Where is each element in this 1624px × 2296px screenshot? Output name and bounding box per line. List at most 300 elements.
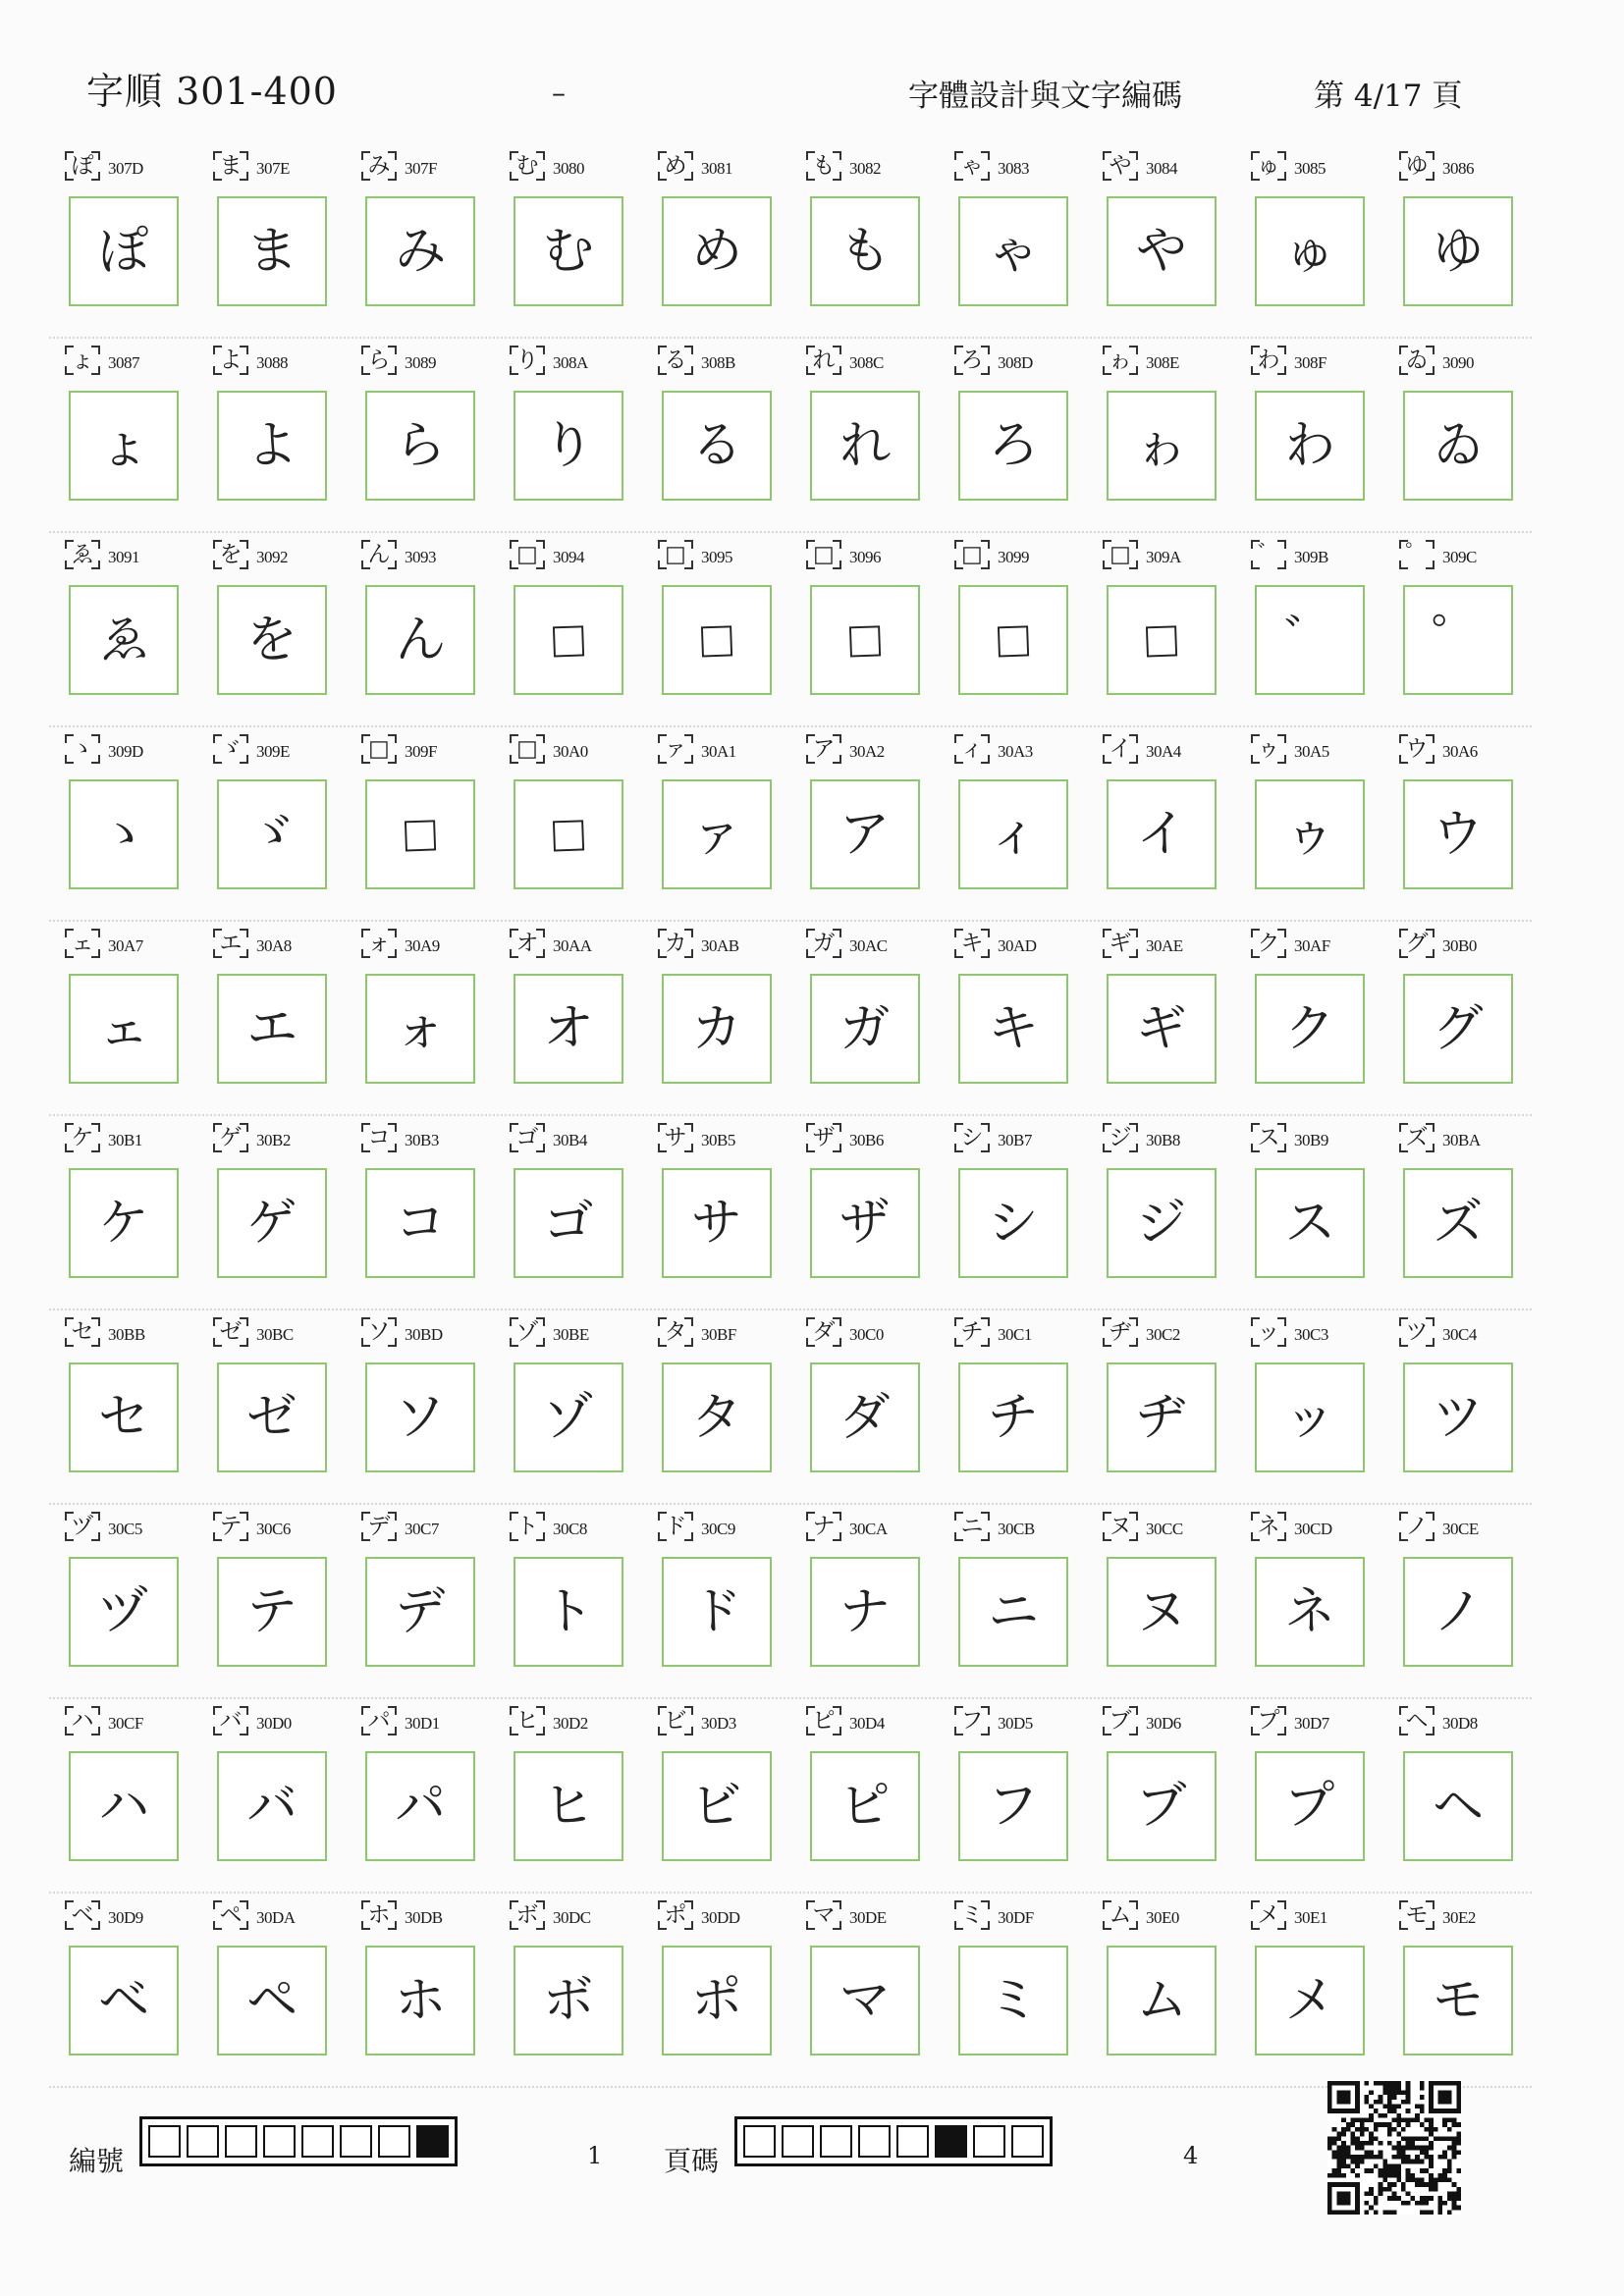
page-code-checkbox-group [734, 2116, 1053, 2166]
handwriting-box [514, 1751, 623, 1861]
handwritten-glyph: ゃ [986, 221, 1041, 282]
handwritten-glyph: ぽ [96, 221, 151, 282]
unicode-code: 3083 [998, 159, 1029, 178]
glyph-row [59, 536, 1522, 730]
handwriting-box [1107, 1946, 1217, 2056]
reference-glyph: め [664, 153, 687, 179]
page-mark-square [858, 2125, 891, 2158]
unicode-code: 30BA [1442, 1131, 1481, 1149]
handwritten-glyph: シ [986, 1193, 1041, 1254]
glyph-cell [948, 1896, 1096, 2083]
unicode-code: 30E2 [1442, 1908, 1476, 1927]
unicode-code: 30C7 [405, 1520, 439, 1538]
unicode-code: 30BF [701, 1325, 736, 1344]
reference-glyph-frame [213, 540, 248, 569]
reference-glyph: ヂ [1109, 1319, 1132, 1345]
handwritten-glyph: プ [1282, 1776, 1337, 1837]
reference-glyph-frame [1399, 151, 1435, 181]
handwriting-box [69, 1557, 179, 1667]
handwritten-glyph: ゲ [244, 1193, 299, 1254]
handwriting-box [1107, 779, 1217, 889]
reference-glyph-frame [213, 1900, 248, 1930]
unicode-code: 30B5 [701, 1131, 735, 1149]
reference-glyph-frame [1251, 1706, 1286, 1735]
handwriting-box [1255, 1362, 1365, 1472]
handwritten-glyph: キ [986, 998, 1041, 1059]
reference-glyph-frame [806, 1123, 841, 1152]
handwritten-glyph: マ [838, 1970, 893, 2031]
glyph-cell [59, 342, 206, 528]
handwritten-glyph: タ [689, 1387, 744, 1448]
unicode-code: 30E1 [1294, 1908, 1327, 1927]
reference-glyph-frame [954, 346, 990, 375]
handwriting-box [662, 974, 772, 1084]
glyph-cell [1245, 536, 1392, 722]
unicode-code: 3092 [256, 548, 288, 566]
handwriting-box [365, 1751, 475, 1861]
reference-glyph-frame [806, 151, 841, 181]
glyph-row [59, 1896, 1522, 2091]
unicode-code: 30C1 [998, 1325, 1032, 1344]
reference-glyph-frame [658, 540, 693, 569]
glyph-cell [1097, 1119, 1244, 1306]
handwriting-box [365, 1362, 475, 1472]
unicode-code: 30BC [256, 1325, 294, 1344]
unicode-code: 30AD [998, 936, 1037, 955]
glyph-cell [652, 1119, 799, 1306]
unicode-code: 30DB [405, 1908, 443, 1927]
project-name: 字體設計與文字編碼 [908, 79, 1182, 114]
reference-glyph: テ [219, 1514, 243, 1539]
glyph-cell [1245, 1702, 1392, 1889]
unicode-code: 308E [1146, 353, 1179, 372]
unicode-code: 3080 [553, 159, 584, 178]
reference-glyph-frame [1399, 1123, 1435, 1152]
handwritten-glyph: ヒ [541, 1776, 596, 1837]
reference-glyph: ょ [71, 347, 94, 373]
reference-glyph-frame [1103, 151, 1138, 181]
glyph-cell [800, 925, 947, 1111]
handwritten-glyph: ゥ [1282, 804, 1337, 865]
reference-glyph-frame [1103, 929, 1138, 958]
glyph-cell [652, 1702, 799, 1889]
handwriting-box [1107, 1751, 1217, 1861]
handwriting-box [1403, 1946, 1513, 2056]
handwritten-glyph: み [393, 221, 448, 282]
reference-glyph: ス [1257, 1125, 1280, 1150]
glyph-cell [652, 925, 799, 1111]
handwriting-box [1255, 974, 1365, 1084]
reference-glyph-frame [1399, 734, 1435, 764]
reference-glyph: ド [664, 1514, 687, 1539]
unicode-code: 3094 [553, 548, 584, 566]
unicode-code: 309B [1294, 548, 1328, 566]
handwritten-glyph: れ [838, 415, 893, 476]
handwritten-glyph: ム [1134, 1970, 1189, 2031]
glyph-cell [207, 147, 354, 334]
reference-glyph: ム [1109, 1902, 1132, 1928]
reference-glyph: ナ [812, 1514, 836, 1539]
serial-checkbox-group [139, 2116, 458, 2166]
reference-glyph-frame [65, 540, 100, 569]
unicode-code: 30CE [1442, 1520, 1479, 1538]
reference-glyph-frame [510, 1123, 545, 1152]
reference-glyph-frame [1251, 929, 1286, 958]
unicode-code: 30A8 [256, 936, 292, 955]
handwritten-glyph: も [838, 221, 893, 282]
glyph-cell [504, 730, 651, 917]
unicode-code: 30BE [553, 1325, 589, 1344]
reference-glyph-frame [510, 1706, 545, 1735]
handwritten-glyph: ろ [986, 415, 1041, 476]
reference-glyph-frame [954, 540, 990, 569]
reference-glyph-frame [954, 1706, 990, 1735]
reference-glyph-frame [361, 1317, 397, 1347]
handwriting-box [810, 585, 920, 695]
handwritten-glyph: ナ [838, 1581, 893, 1642]
page-code-value: 4 [1183, 2142, 1199, 2169]
reference-glyph: シ [960, 1125, 984, 1150]
handwritten-glyph: ゑ [96, 610, 151, 670]
handwriting-box [69, 585, 179, 695]
unicode-code: 309D [108, 742, 143, 761]
reference-glyph-frame [65, 1900, 100, 1930]
glyph-cell [207, 1313, 354, 1500]
glyph-cell [800, 1119, 947, 1306]
unicode-code: 30CF [108, 1714, 143, 1733]
handwriting-box [1107, 974, 1217, 1084]
reference-glyph: フ [960, 1708, 984, 1734]
unicode-code: 30C8 [553, 1520, 587, 1538]
handwritten-glyph: ポ [689, 1970, 744, 2031]
unicode-code: 307F [405, 159, 437, 178]
reference-glyph-frame [954, 1512, 990, 1541]
unicode-code: 30DF [998, 1908, 1034, 1927]
reference-glyph: ホ [367, 1902, 391, 1928]
glyph-cell [59, 925, 206, 1111]
handwriting-box [810, 779, 920, 889]
reference-glyph-frame [361, 929, 397, 958]
unicode-code: 30DE [849, 1908, 887, 1927]
reference-glyph: ゐ [1405, 347, 1429, 373]
handwriting-box [1255, 1557, 1365, 1667]
serial-value: 1 [587, 2142, 603, 2169]
handwritten-glyph: ヂ [1134, 1387, 1189, 1448]
reference-glyph-frame [1103, 346, 1138, 375]
handwritten-glyph: チ [986, 1387, 1041, 1448]
handwritten-glyph: ビ [689, 1776, 744, 1837]
reference-glyph-frame [510, 1512, 545, 1541]
handwritten-glyph: バ [244, 1776, 299, 1837]
unicode-code: 30B6 [849, 1131, 884, 1149]
reference-glyph: ま [219, 153, 243, 179]
unicode-code: 3085 [1294, 159, 1326, 178]
handwritten-glyph: ゝ [96, 804, 151, 865]
reference-glyph: ん [367, 542, 391, 567]
glyph-cell [1097, 1313, 1244, 1500]
handwritten-glyph: ま [244, 221, 299, 282]
handwriting-box [514, 779, 623, 889]
unicode-code: 30A1 [701, 742, 736, 761]
handwritten-glyph: ょ [96, 415, 151, 476]
glyph-cell [355, 342, 503, 528]
handwritten-glyph: ん [393, 610, 448, 670]
handwriting-box [662, 779, 772, 889]
reference-glyph: マ [812, 1902, 836, 1928]
page-mark-square [782, 2125, 814, 2158]
handwriting-box [1403, 1751, 1513, 1861]
unicode-code: 308D [998, 353, 1033, 372]
unicode-code: 30AF [1294, 936, 1330, 955]
reference-glyph-frame [361, 1706, 397, 1735]
reference-glyph: わ [1257, 347, 1280, 373]
reference-glyph: ウ [1405, 736, 1429, 762]
serial-mark-square [378, 2125, 410, 2158]
glyph-cell [1245, 1119, 1392, 1306]
unicode-code: 3089 [405, 353, 436, 372]
reference-glyph-frame [361, 151, 397, 181]
glyph-cell [652, 147, 799, 334]
handwriting-box [662, 1557, 772, 1667]
glyph-cell [355, 1702, 503, 1889]
handwriting-box [1107, 1557, 1217, 1667]
glyph-cell [59, 1702, 206, 1889]
glyph-cell [1245, 1313, 1392, 1500]
reference-glyph: ミ [960, 1902, 984, 1928]
handwritten-glyph: □ [552, 610, 585, 670]
handwritten-glyph: ジ [1134, 1193, 1189, 1254]
glyph-cell [355, 1508, 503, 1694]
handwriting-box [958, 1168, 1068, 1278]
glyph-cell [1245, 925, 1392, 1111]
reference-glyph-frame [1251, 151, 1286, 181]
handwritten-glyph: ピ [838, 1776, 893, 1837]
handwritten-glyph: パ [393, 1776, 448, 1837]
unicode-code: 30C4 [1442, 1325, 1477, 1344]
unicode-code: 30C5 [108, 1520, 142, 1538]
handwriting-box [810, 974, 920, 1084]
glyph-cell [1097, 1896, 1244, 2083]
glyph-cell [504, 1702, 651, 1889]
glyph-cell [355, 1119, 503, 1306]
handwriting-box [1255, 391, 1365, 501]
handwritten-glyph: ネ [1282, 1581, 1337, 1642]
reference-glyph: ノ [1405, 1514, 1429, 1539]
glyph-cell [207, 730, 354, 917]
unicode-code: 30B0 [1442, 936, 1477, 955]
reference-glyph-frame [658, 1900, 693, 1930]
handwritten-glyph: ゆ [1431, 221, 1486, 282]
reference-glyph: ズ [1405, 1125, 1429, 1150]
handwriting-box [1255, 1946, 1365, 2056]
unicode-code: 30B7 [998, 1131, 1032, 1149]
handwritten-glyph: ブ [1134, 1776, 1189, 1837]
serial-mark-square [301, 2125, 334, 2158]
glyph-cell [948, 1508, 1096, 1694]
reference-glyph: □ [665, 542, 686, 567]
glyph-cell [355, 730, 503, 917]
handwriting-box [365, 391, 475, 501]
reference-glyph: ヅ [71, 1514, 94, 1539]
reference-glyph: メ [1257, 1902, 1280, 1928]
reference-glyph: ジ [1109, 1125, 1132, 1150]
handwritten-glyph: む [541, 221, 596, 282]
reference-glyph-frame [510, 540, 545, 569]
glyph-cell [652, 342, 799, 528]
reference-glyph: ゼ [219, 1319, 243, 1345]
reference-glyph: り [515, 347, 539, 373]
reference-glyph: ら [367, 347, 391, 373]
unicode-code: 30DA [256, 1908, 296, 1927]
handwritten-glyph: ゛ [1282, 610, 1337, 670]
handwritten-glyph: ヘ [1431, 1776, 1486, 1837]
handwriting-box [1403, 1168, 1513, 1278]
reference-glyph-frame [1399, 1900, 1435, 1930]
handwriting-box [217, 1168, 327, 1278]
reference-glyph: ゛ [1257, 542, 1280, 567]
handwriting-box [69, 974, 179, 1084]
reference-glyph: サ [664, 1125, 687, 1150]
reference-glyph-frame [806, 1900, 841, 1930]
handwriting-box [1255, 585, 1365, 695]
reference-glyph: □ [516, 542, 538, 567]
handwriting-box [958, 779, 1068, 889]
reference-glyph-frame [510, 734, 545, 764]
reference-glyph: イ [1109, 736, 1132, 762]
glyph-cell [504, 1119, 651, 1306]
handwriting-box [1403, 974, 1513, 1084]
unicode-code: 30AA [553, 936, 592, 955]
serial-mark-square [187, 2125, 219, 2158]
reference-glyph: る [664, 347, 687, 373]
reference-glyph: □ [961, 542, 983, 567]
reference-glyph-frame [361, 1123, 397, 1152]
reference-glyph-frame [510, 346, 545, 375]
handwritten-glyph: ス [1282, 1193, 1337, 1254]
glyph-cell [1097, 730, 1244, 917]
handwritten-glyph: □ [700, 610, 733, 670]
reference-glyph-frame [213, 929, 248, 958]
unicode-code: 309A [1146, 548, 1181, 566]
reference-glyph-frame [954, 1123, 990, 1152]
reference-glyph-frame [658, 151, 693, 181]
unicode-code: 307E [256, 159, 290, 178]
handwritten-glyph: ヌ [1134, 1581, 1189, 1642]
handwritten-glyph: デ [393, 1581, 448, 1642]
unicode-code: 30AC [849, 936, 888, 955]
reference-glyph: ダ [812, 1319, 836, 1345]
unicode-code: 30A2 [849, 742, 885, 761]
handwriting-box [1255, 1168, 1365, 1278]
reference-glyph: ト [515, 1514, 539, 1539]
reference-glyph-frame [213, 1512, 248, 1541]
handwritten-glyph: カ [689, 998, 744, 1059]
handwritten-glyph: コ [393, 1193, 448, 1254]
reference-glyph-frame [1103, 1123, 1138, 1152]
handwritten-glyph: フ [986, 1776, 1041, 1837]
unicode-code: 3082 [849, 159, 881, 178]
reference-glyph: も [812, 153, 836, 179]
unicode-code: 30D7 [1294, 1714, 1329, 1733]
reference-glyph-frame [658, 1317, 693, 1347]
reference-glyph: ゑ [71, 542, 94, 567]
handwritten-glyph: メ [1282, 1970, 1337, 2031]
unicode-code: 3099 [998, 548, 1029, 566]
reference-glyph: ネ [1257, 1514, 1280, 1539]
reference-glyph-frame [1251, 1512, 1286, 1541]
glyph-cell [1245, 730, 1392, 917]
unicode-code: 3096 [849, 548, 881, 566]
handwriting-box [69, 779, 179, 889]
handwriting-box [958, 1557, 1068, 1667]
handwriting-box [217, 585, 327, 695]
glyph-cell [800, 1702, 947, 1889]
handwriting-box [365, 779, 475, 889]
glyph-cell [1097, 536, 1244, 722]
reference-glyph-frame [1103, 1512, 1138, 1541]
handwritten-glyph: ソ [393, 1387, 448, 1448]
handwriting-box [958, 1946, 1068, 2056]
reference-glyph: む [515, 153, 539, 179]
handwriting-box [514, 974, 623, 1084]
unicode-code: 3093 [405, 548, 436, 566]
glyph-cell [1393, 1702, 1541, 1889]
reference-glyph-frame [1399, 1706, 1435, 1735]
unicode-code: 30C3 [1294, 1325, 1328, 1344]
handwriting-box [662, 1751, 772, 1861]
unicode-code: 30C6 [256, 1520, 291, 1538]
reference-glyph-frame [658, 1123, 693, 1152]
reference-glyph: □ [516, 736, 538, 762]
unicode-code: 30D0 [256, 1714, 292, 1733]
reference-glyph-frame [65, 151, 100, 181]
unicode-code: 30D3 [701, 1714, 736, 1733]
handwriting-box [217, 391, 327, 501]
handwritten-glyph: グ [1431, 998, 1486, 1059]
reference-glyph: ペ [219, 1902, 243, 1928]
reference-glyph-frame [954, 929, 990, 958]
glyph-cell [1245, 1896, 1392, 2083]
unicode-code: 30D6 [1146, 1714, 1181, 1733]
reference-glyph-frame [1103, 734, 1138, 764]
glyph-cell [800, 1508, 947, 1694]
handwriting-box [958, 585, 1068, 695]
reference-glyph-frame [361, 346, 397, 375]
reference-glyph: ィ [960, 736, 984, 762]
reference-glyph-frame [1251, 540, 1286, 569]
glyph-cell [1393, 1508, 1541, 1694]
glyph-cell [207, 1702, 354, 1889]
handwriting-box [1403, 1557, 1513, 1667]
serial-mark-square [225, 2125, 257, 2158]
handwriting-box [810, 196, 920, 306]
page-mark-square [896, 2125, 929, 2158]
glyph-cell [948, 1313, 1096, 1500]
handwriting-box [69, 196, 179, 306]
reference-glyph: や [1109, 153, 1132, 179]
handwriting-box [365, 1946, 475, 2056]
unicode-code: 30D9 [108, 1908, 143, 1927]
handwritten-glyph: や [1134, 221, 1189, 282]
reference-glyph-frame [658, 346, 693, 375]
glyph-cell [1097, 1508, 1244, 1694]
unicode-code: 3086 [1442, 159, 1474, 178]
reference-glyph: ニ [960, 1514, 984, 1539]
reference-glyph-frame [806, 1706, 841, 1735]
reference-glyph: ァ [664, 736, 687, 762]
glyph-cell [1393, 730, 1541, 917]
reference-glyph-frame [1251, 1900, 1286, 1930]
